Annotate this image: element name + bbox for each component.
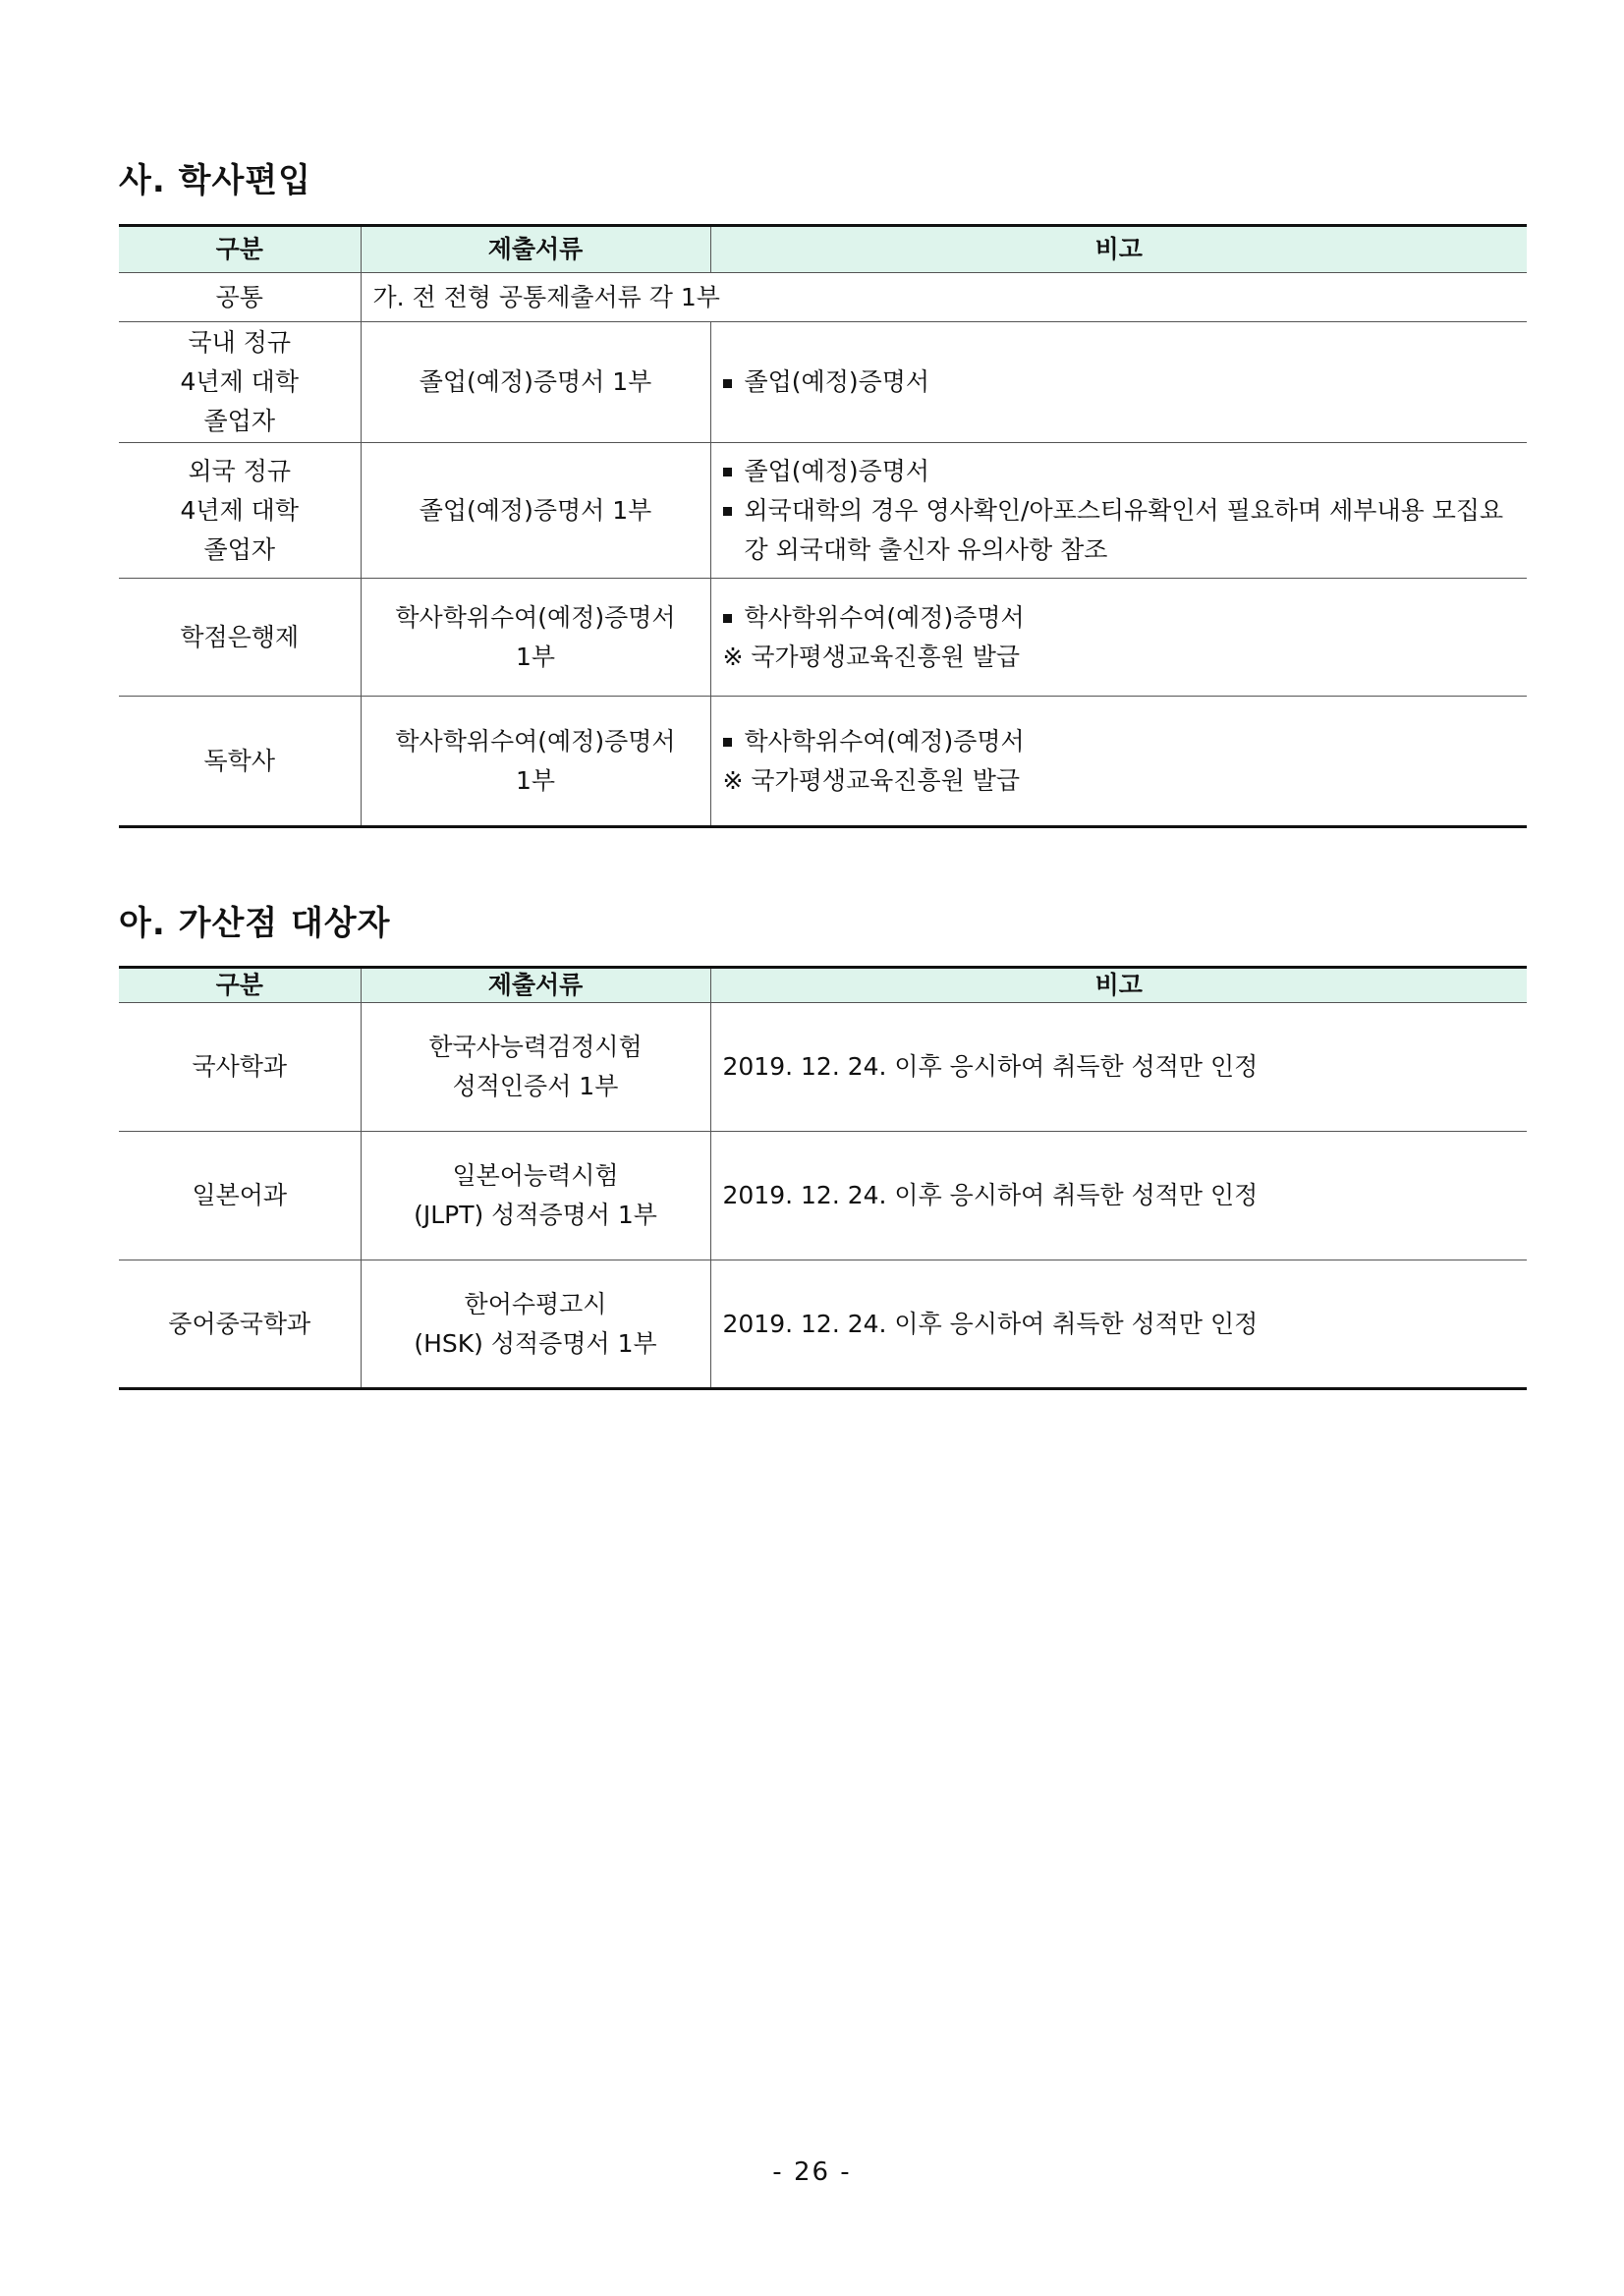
document-line: 한국사능력검정시험 (428, 1033, 643, 1061)
document-line: 학사학위수여(예정)증명서 (395, 726, 676, 756)
row-category (119, 322, 361, 443)
document-line: 1부 (515, 765, 556, 795)
document-line: 1부 (515, 642, 556, 671)
note-remark: ※ 국가평생교육진흥원 발급 (722, 642, 1020, 671)
note-item (723, 452, 1516, 491)
table-row (119, 273, 1527, 322)
header-notes: 비고 (710, 968, 1527, 1003)
row-category: 국사학과 (119, 1003, 361, 1132)
note-text: 졸업(예정)증명서 (744, 367, 930, 396)
note-text: 졸업(예정)증명서 (744, 456, 930, 485)
row-notes (710, 443, 1527, 579)
square-bullet-icon (723, 379, 732, 388)
document-line: 성적인증서 1부 (452, 1072, 619, 1100)
category-line: 졸업자 (203, 534, 275, 564)
page-number: - 26 - (772, 2157, 852, 2187)
row-document (361, 443, 710, 579)
row-category: 일본어과 (119, 1132, 361, 1260)
category-line: 4년제 대학 (180, 367, 299, 396)
bachelor-transfer-table (119, 224, 1527, 828)
row-note: 2019. 12. 24. 이후 응시하여 취득한 성적만 인정 (710, 1003, 1527, 1132)
header-documents: 제출서류 (361, 968, 710, 1003)
row-document (361, 322, 710, 443)
document-line: (HSK) 성적증명서 1부 (414, 1328, 657, 1358)
header-category: 구분 (119, 968, 361, 1003)
header-documents: 제출서류 (361, 226, 710, 273)
table-row (119, 579, 1527, 697)
section-title-sa: 사. 학사편입 (119, 161, 311, 200)
row-notes (710, 322, 1527, 443)
table-row (119, 322, 1527, 443)
table-row (119, 1132, 1527, 1260)
section-title-a: 아. 가산점 대상자 (119, 904, 391, 943)
document-line: 학사학위수여(예정)증명서 (395, 602, 676, 632)
row-category (119, 443, 361, 579)
document-line: (JLPT) 성적증명서 1부 (414, 1201, 657, 1229)
category-line: 국내 정규 (188, 328, 292, 357)
table-header-row (119, 226, 1527, 273)
row-document (361, 1132, 710, 1260)
square-bullet-icon (723, 738, 732, 747)
row-category: 독학사 (119, 697, 361, 827)
table-header-row (119, 968, 1527, 1003)
row-category: 공통 (119, 273, 361, 322)
table-row (119, 1260, 1527, 1389)
row-notes (710, 697, 1527, 827)
note-item (723, 722, 1516, 761)
note-text: 학사학위수여(예정)증명서 (744, 726, 1025, 756)
note-item (723, 363, 1516, 402)
bonus-points-table (119, 966, 1527, 1390)
document-line: 일본어능력시험 (452, 1161, 619, 1190)
square-bullet-icon (723, 507, 732, 516)
row-document: 가. 전 전형 공통제출서류 각 1부 (361, 273, 1527, 322)
note-text: 학사학위수여(예정)증명서 (744, 602, 1025, 632)
row-document (361, 697, 710, 827)
note-item (723, 491, 1516, 570)
row-note: 2019. 12. 24. 이후 응시하여 취득한 성적만 인정 (710, 1132, 1527, 1260)
row-document (361, 579, 710, 697)
row-document (361, 1260, 710, 1389)
square-bullet-icon (723, 614, 732, 623)
table-row (119, 697, 1527, 827)
table-row (119, 1003, 1527, 1132)
document-line: 졸업(예정)증명서 1부 (419, 367, 652, 396)
document-line: 한어수평고시 (464, 1289, 607, 1318)
document-line: 졸업(예정)증명서 1부 (419, 495, 652, 525)
category-line: 4년제 대학 (180, 495, 299, 525)
header-category: 구분 (119, 226, 361, 273)
row-note: 2019. 12. 24. 이후 응시하여 취득한 성적만 인정 (710, 1260, 1527, 1389)
category-line: 졸업자 (203, 407, 275, 435)
note-text: 외국대학의 경우 영사확인/아포스티유확인서 필요하며 세부내용 모집요강 외국대학 출신자 유의사항 참조 (744, 495, 1504, 564)
table-row (119, 443, 1527, 579)
row-document (361, 1003, 710, 1132)
note-remark: ※ 국가평생교육진흥원 발급 (722, 765, 1020, 795)
row-category: 학점은행제 (119, 579, 361, 697)
note-item (723, 598, 1516, 638)
category-line: 외국 정규 (188, 456, 292, 485)
header-notes: 비고 (710, 226, 1527, 273)
row-category: 중어중국학과 (119, 1260, 361, 1389)
row-notes (710, 579, 1527, 697)
square-bullet-icon (723, 468, 732, 476)
